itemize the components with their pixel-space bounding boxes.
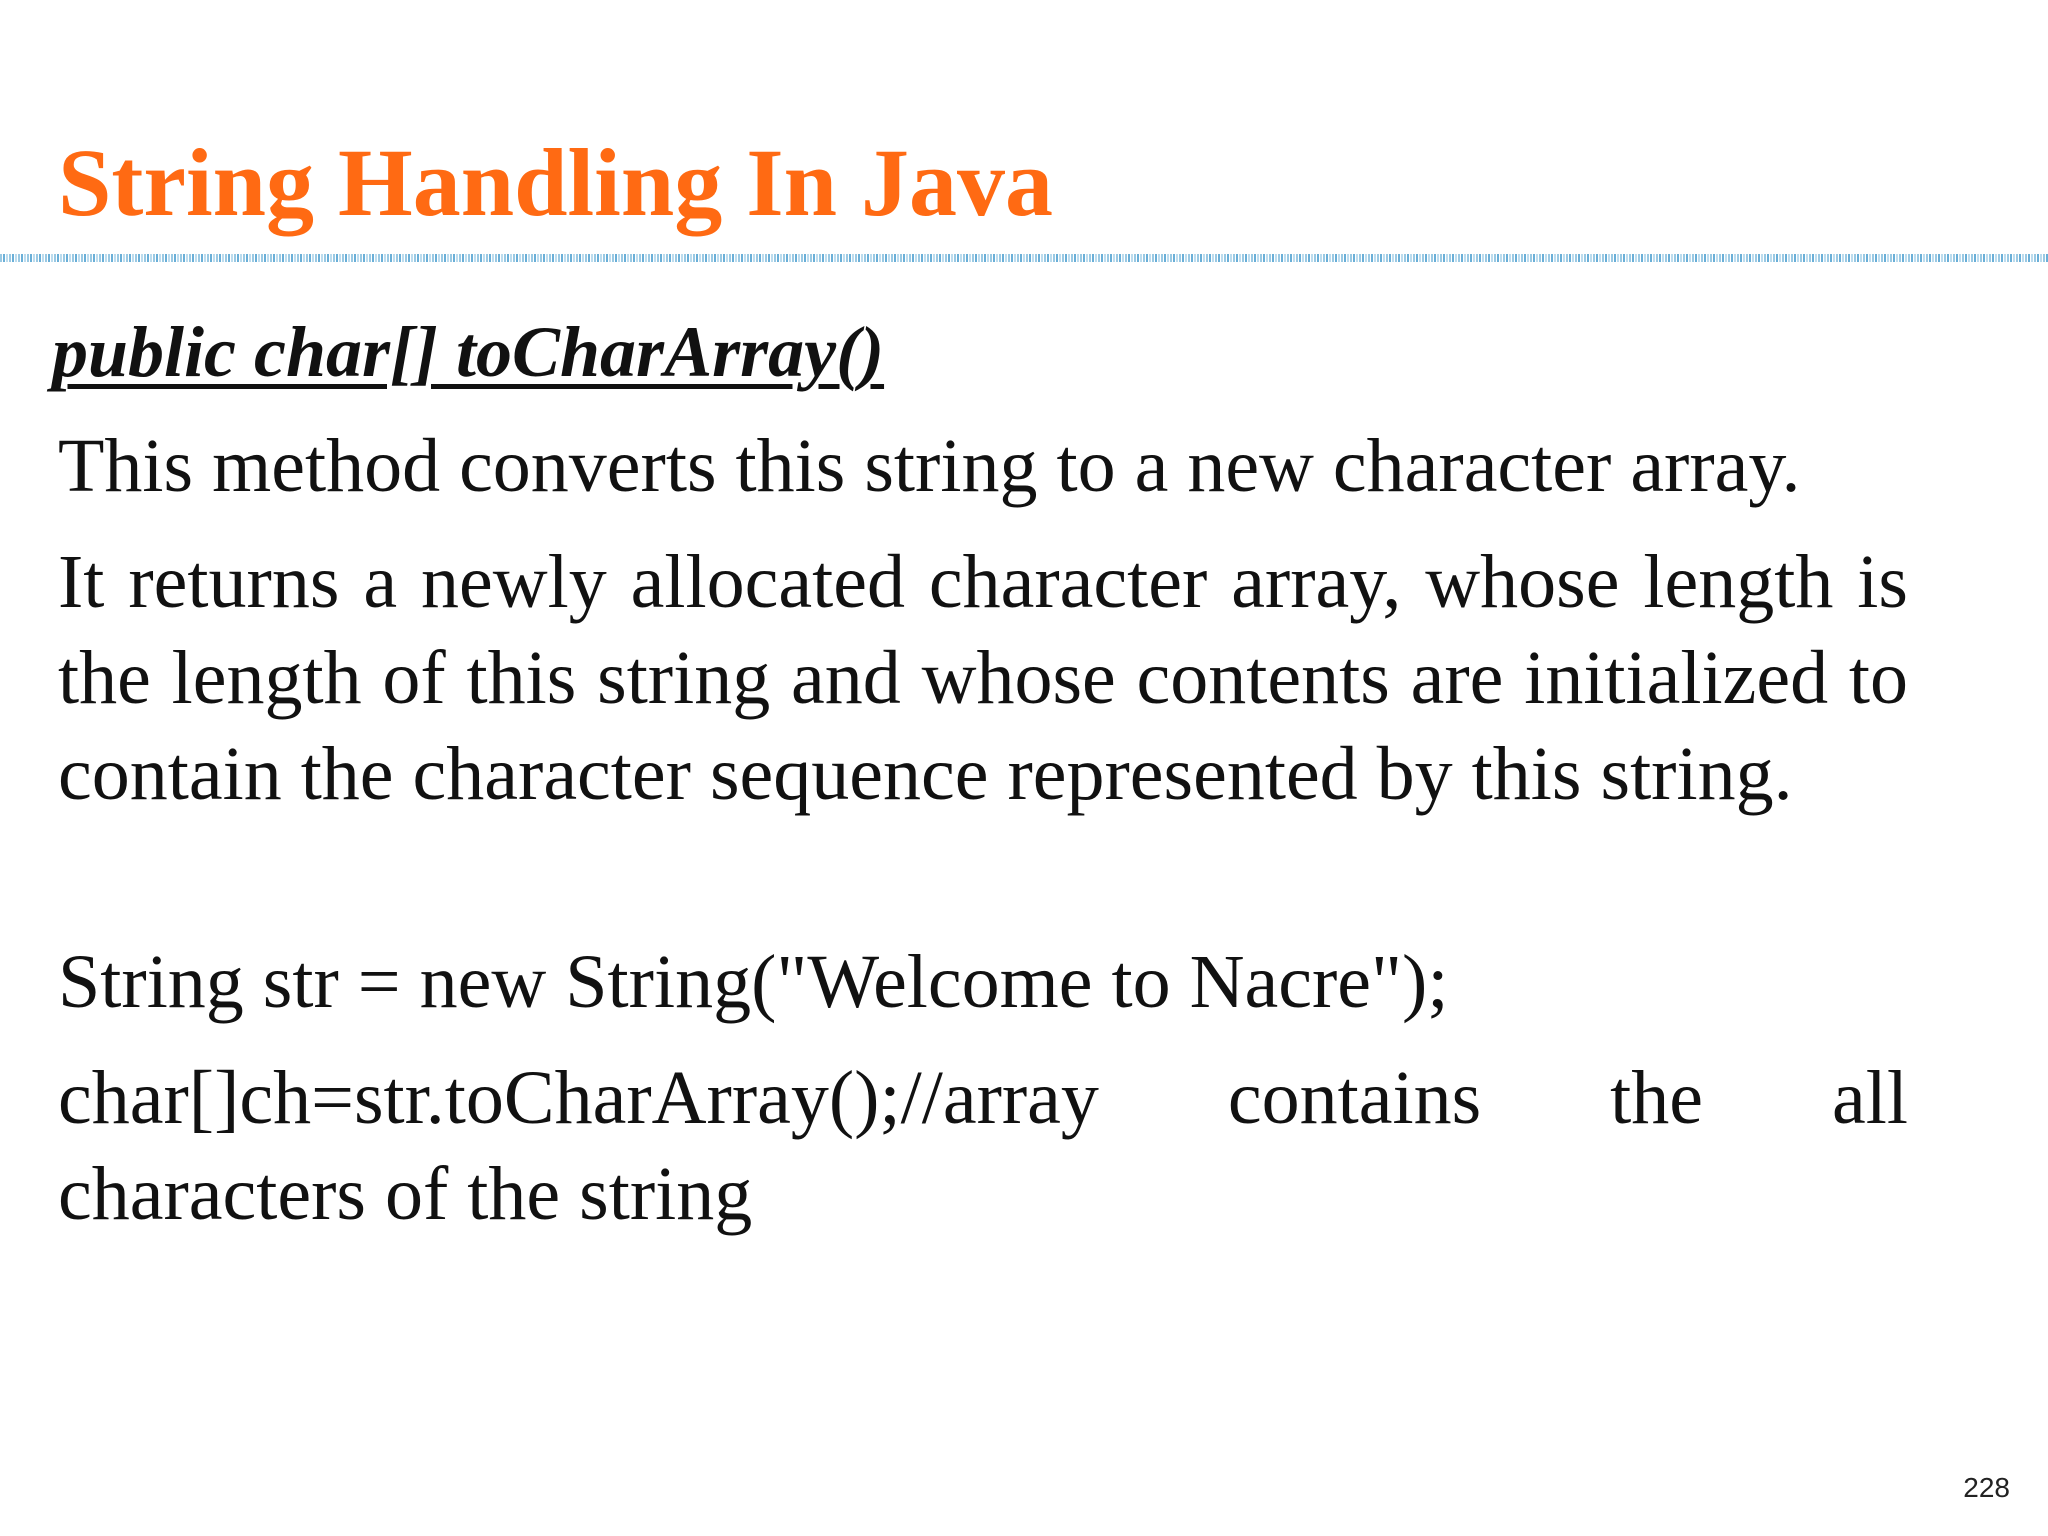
method-details: It returns a newly allocated character array, whose length is the length of this string and whose contents are initialized to contain the character sequence represented by this string. [58,540,1908,816]
slide-title: String Handling In Java [58,129,1053,236]
code-example-line: String str = new String("Welcome to Nacre"); [58,940,1449,1024]
code-comment-word: char[]ch=str.toCharArray();//array [58,1056,1099,1140]
code-comment [58,1050,1908,1242]
code-comment-continuation: characters of the string [58,1152,753,1236]
code-comment-word: all [1832,1056,1908,1140]
code-comment-word: the [1610,1056,1704,1140]
code-comment-word: contains [1227,1056,1482,1140]
page-number: 228 [1963,1472,2010,1503]
title-divider [0,254,2048,262]
method-signature: public char[] toCharArray() [52,312,885,392]
code-comment-line [58,1050,1908,1146]
method-description: This method converts this string to a new character array. [58,424,1801,508]
